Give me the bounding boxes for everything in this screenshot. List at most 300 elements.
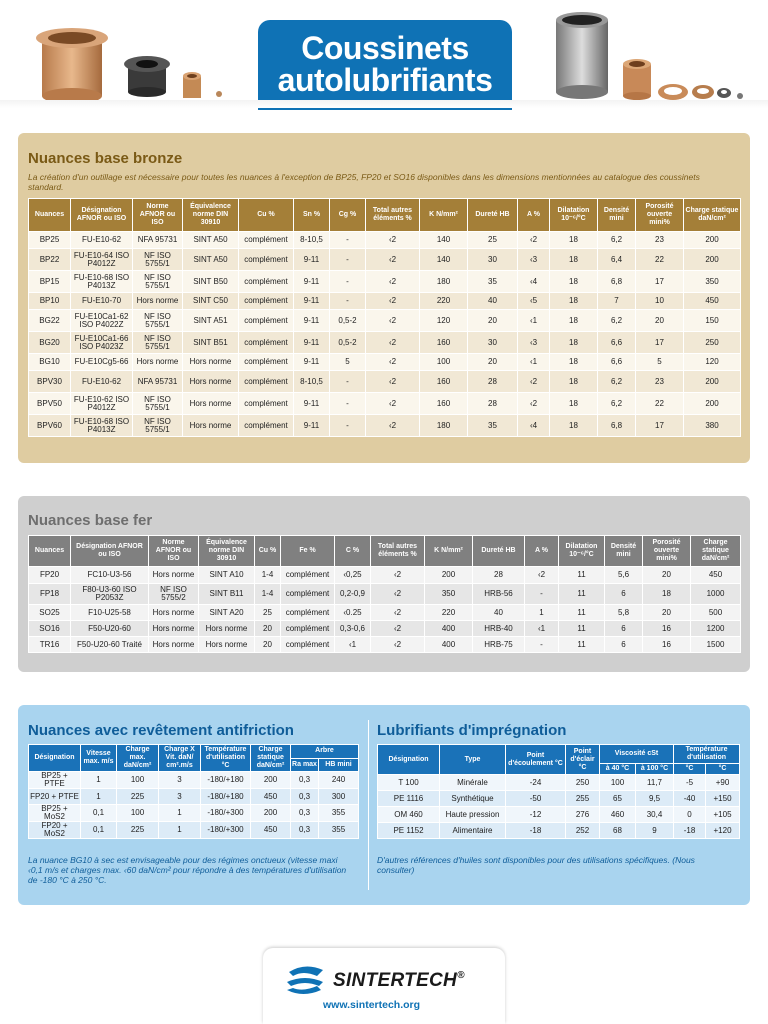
fer-cell: SINT A10: [199, 567, 255, 584]
fer-cell: 500: [691, 605, 741, 621]
bronze-cell: 120: [420, 310, 468, 332]
lubrifiants-cell: 250: [566, 775, 600, 791]
bronze-cell: 18: [550, 371, 598, 393]
bronze-row: [29, 249, 741, 271]
bronze-cell: 40: [468, 293, 518, 310]
fer-cell: 40: [473, 605, 525, 621]
bronze-cell: complément: [239, 354, 294, 371]
fer-cell: 11: [559, 584, 605, 605]
lubrifiants-note: D'autres références d'huiles sont disponibles pour des utilisations spécifiques. (Nous consulter): [377, 855, 695, 875]
fer-cell: 6: [605, 584, 643, 605]
bronze-cell: complément: [239, 371, 294, 393]
lubrifiants-cell: T 100: [378, 775, 440, 791]
fer-cell: ‹2: [371, 605, 425, 621]
bronze-cell: Hors norme: [183, 354, 239, 371]
fer-cell: 5,8: [605, 605, 643, 621]
bronze-cell: 18: [550, 354, 598, 371]
steel-bushing-image: [552, 10, 612, 102]
bronze-cell: 450: [684, 293, 741, 310]
iron-ring-image: [716, 86, 732, 100]
title-line-1: Coussinets: [301, 30, 469, 66]
fer-cell: 28: [473, 567, 525, 584]
lubrifiants-cell: +90: [706, 775, 740, 791]
bronze-cell: ‹1: [518, 310, 550, 332]
lubrifiants-cell: 460: [600, 807, 636, 823]
bronze-cell: 35: [468, 415, 518, 437]
bronze-cell: 8-10,5: [294, 371, 330, 393]
fer-cell: 350: [425, 584, 473, 605]
fer-cell: 20: [643, 605, 691, 621]
lub-h-100: à 100 °C: [636, 764, 674, 775]
fer-cell: HRB-40: [473, 621, 525, 637]
fer-cell: 20: [255, 637, 281, 653]
fer-cell: complément: [281, 584, 335, 605]
bronze-header-12: Densité mini: [598, 199, 636, 232]
bronze-header-13: Porosité ouverte mini%: [636, 199, 684, 232]
lubrifiants-cell: 9,5: [636, 791, 674, 807]
bronze-cell: ‹4: [518, 415, 550, 437]
lubrifiants-row: [378, 775, 740, 791]
bronze-cell: 22: [636, 249, 684, 271]
fer-cell: NF ISO 5755/2: [149, 584, 199, 605]
bronze-cell: Hors norme: [183, 415, 239, 437]
bronze-cell: Hors norme: [183, 371, 239, 393]
fer-header-3: Équivalence norme DIN 30910: [199, 536, 255, 567]
bronze-header-1: Désignation AFNOR ou ISO: [71, 199, 133, 232]
bronze-header-7: Total autres éléments %: [366, 199, 420, 232]
revetement-row: [29, 822, 359, 839]
footer-logo-box: [263, 948, 505, 1024]
bronze-cell: SINT C50: [183, 293, 239, 310]
fer-cell: 1-4: [255, 584, 281, 605]
bronze-cell: SINT B50: [183, 271, 239, 293]
fer-cell: 1: [525, 605, 559, 621]
fer-cell: complément: [281, 637, 335, 653]
lub-h-type: Type: [440, 745, 506, 775]
revetement-cell: 225: [117, 822, 159, 839]
bronze-row: [29, 310, 741, 332]
bronze-cell: 5: [330, 354, 366, 371]
tiny-bushing-image: [215, 90, 223, 98]
lubrifiants-cell: -18: [506, 823, 566, 839]
lubrifiants-cell: 9: [636, 823, 674, 839]
bronze-header-9: Dureté HB: [468, 199, 518, 232]
bronze-note: La création d'un outillage est nécessaire pour toutes les nuances à l'exception de BP25, FP20 et SO16 disponibles dans les dimensions mentionnées au catalogue des coussinets standard.: [28, 172, 700, 192]
bronze-cell: ‹2: [366, 310, 420, 332]
bronze-cell: 140: [420, 249, 468, 271]
fer-cell: FP20: [29, 567, 71, 584]
fer-cell: 1500: [691, 637, 741, 653]
fer-cell: HRB-75: [473, 637, 525, 653]
fer-cell: 400: [425, 637, 473, 653]
bronze-cell: 17: [636, 271, 684, 293]
lubrifiants-row: [378, 791, 740, 807]
bronze-cell: 22: [636, 393, 684, 415]
bronze-cell: ‹2: [366, 415, 420, 437]
bronze-cell: ‹2: [366, 393, 420, 415]
bronze-cell: 6,2: [598, 393, 636, 415]
lub-h-40: à 40 °C: [600, 764, 636, 775]
fer-cell: complément: [281, 621, 335, 637]
fer-cell: 6: [605, 621, 643, 637]
fer-cell: 1000: [691, 584, 741, 605]
fer-cell: ‹1: [525, 621, 559, 637]
fer-cell: SINT A20: [199, 605, 255, 621]
bronze-cell: 18: [550, 393, 598, 415]
bronze-cell: 6,8: [598, 415, 636, 437]
lubrifiants-row: [378, 807, 740, 823]
bronze-cell: BG10: [29, 354, 71, 371]
fer-cell: 200: [425, 567, 473, 584]
revetement-cell: 100: [117, 772, 159, 789]
bronze-cell: Hors norme: [183, 393, 239, 415]
revetement-row: [29, 805, 359, 822]
lubrifiants-cell: -40: [674, 791, 706, 807]
lubrifiants-cell: +120: [706, 823, 740, 839]
bronze-cell: BP25: [29, 232, 71, 249]
revetement-row: [29, 772, 359, 789]
bronze-cell: ‹5: [518, 293, 550, 310]
bronze-cell: 160: [420, 371, 468, 393]
fer-header-10: A %: [525, 536, 559, 567]
fer-cell: Hors norme: [199, 621, 255, 637]
revetement-cell: 300: [319, 789, 359, 805]
bronze-cell: ‹2: [518, 232, 550, 249]
header-shadow: [0, 100, 768, 108]
revetement-cell: 1: [81, 789, 117, 805]
bronze-cell: ‹2: [366, 232, 420, 249]
revetement-cell: 0,1: [81, 822, 117, 839]
bronze-cell: 17: [636, 415, 684, 437]
title-line-2: autolubrifiants: [277, 62, 493, 98]
bronze-cell: 200: [684, 393, 741, 415]
page-title: [258, 20, 512, 110]
bronze-cell: complément: [239, 415, 294, 437]
bronze-cell: ‹2: [518, 393, 550, 415]
bronze-header-4: Cu %: [239, 199, 294, 232]
bronze-cell: SINT A51: [183, 310, 239, 332]
bronze-cell: 10: [636, 293, 684, 310]
lubrifiants-cell: Minérale: [440, 775, 506, 791]
fer-cell: SINT B11: [199, 584, 255, 605]
bronze-cell: 18: [550, 415, 598, 437]
bronze-cell: 180: [420, 415, 468, 437]
fer-header-11: Dilatation 10⁻⁶/°C: [559, 536, 605, 567]
bronze-cell: 17: [636, 332, 684, 354]
bronze-cell: 220: [420, 293, 468, 310]
bronze-cell: 18: [550, 232, 598, 249]
fer-header-2: Norme AFNOR ou ISO: [149, 536, 199, 567]
lubrifiants-row: [378, 823, 740, 839]
bronze-cell: Hors norme: [133, 354, 183, 371]
bronze-cell: 9-11: [294, 271, 330, 293]
bronze-cell: complément: [239, 332, 294, 354]
fer-row: [29, 567, 741, 584]
header: [0, 0, 768, 112]
bronze-cell: FU-E10-70: [71, 293, 133, 310]
bronze-cell: 30: [468, 249, 518, 271]
bronze-cell: 6,2: [598, 310, 636, 332]
bronze-row: [29, 271, 741, 293]
bronze-cell: 6,6: [598, 332, 636, 354]
revetement-cell: BP25 + MoS2: [29, 805, 81, 822]
revetement-cell: 0,3: [291, 789, 319, 805]
bronze-header-row: [29, 199, 741, 232]
lubrifiants-cell: -24: [506, 775, 566, 791]
bronze-cell: ‹2: [366, 354, 420, 371]
bronze-row: [29, 354, 741, 371]
revetement-cell: 200: [251, 772, 291, 789]
bronze-cell: 160: [420, 332, 468, 354]
revetement-cell: -180/+180: [201, 772, 251, 789]
bronze-row: [29, 232, 741, 249]
brand-registered: ®: [457, 970, 465, 981]
bronze-row: [29, 393, 741, 415]
bronze-cell: 18: [550, 249, 598, 271]
bronze-cell: NF ISO 5755/1: [133, 415, 183, 437]
revetement-cell: FP20 + MoS2: [29, 822, 81, 839]
rev-h-designation: Désignation: [29, 745, 81, 772]
fer-cell: TR16: [29, 637, 71, 653]
fer-cell: 11: [559, 637, 605, 653]
bronze-cell: -: [330, 249, 366, 271]
lubrifiants-cell: +150: [706, 791, 740, 807]
brand-text: SINTERTECH: [333, 970, 458, 991]
fer-cell: 0,3-0,6: [335, 621, 371, 637]
bronze-cell: 9-11: [294, 415, 330, 437]
bronze-cell: BP22: [29, 249, 71, 271]
fer-cell: 11: [559, 567, 605, 584]
lubrifiants-cell: 100: [600, 775, 636, 791]
revetement-cell: 0,3: [291, 772, 319, 789]
revetement-cell: -180/+180: [201, 789, 251, 805]
bronze-cell: ‹2: [518, 371, 550, 393]
bronze-cell: BP15: [29, 271, 71, 293]
bronze-cell: 100: [420, 354, 468, 371]
fer-cell: 16: [643, 637, 691, 653]
lubrifiants-cell: Haute pression: [440, 807, 506, 823]
revetement-cell: 1: [81, 772, 117, 789]
fer-cell: F10-U25-58: [71, 605, 149, 621]
bronze-cell: -: [330, 271, 366, 293]
fer-cell: complément: [281, 605, 335, 621]
bronze-title: Nuances base bronze: [28, 150, 183, 167]
rev-h-charge-statique: Charge statique daN/cm²: [251, 745, 291, 772]
lubrifiants-cell: -12: [506, 807, 566, 823]
fer-header-8: K N/mm²: [425, 536, 473, 567]
fer-cell: 400: [425, 621, 473, 637]
bronze-cell: FU-E10-64 ISO P4012Z: [71, 249, 133, 271]
lub-h-designation: Désignation: [378, 745, 440, 775]
bronze-cell: SINT A50: [183, 232, 239, 249]
fer-cell: 220: [425, 605, 473, 621]
fer-cell: -: [525, 637, 559, 653]
bronze-cell: 9-11: [294, 332, 330, 354]
rev-h-charge: Charge max. daN/cm²: [117, 745, 159, 772]
bronze-header-3: Équivalence norme DIN 30910: [183, 199, 239, 232]
bronze-cell: SINT A50: [183, 249, 239, 271]
lubrifiants-cell: 30,4: [636, 807, 674, 823]
revetement-cell: 1: [159, 822, 201, 839]
bronze-cell: 7: [598, 293, 636, 310]
lubrifiants-cell: Alimentaire: [440, 823, 506, 839]
fer-title: Nuances base fer: [28, 512, 153, 529]
bronze-cell: 18: [550, 271, 598, 293]
revetement-cell: 0,3: [291, 822, 319, 839]
bronze-cell: 350: [684, 271, 741, 293]
bronze-cell: -: [330, 293, 366, 310]
bronze-cell: 150: [684, 310, 741, 332]
fer-table: [28, 535, 741, 653]
bronze-cell: 6,2: [598, 371, 636, 393]
lubrifiants-cell: -5: [674, 775, 706, 791]
fer-cell: 18: [643, 584, 691, 605]
revetement-row: [29, 789, 359, 805]
fer-cell: SO16: [29, 621, 71, 637]
bronze-cell: ‹1: [518, 354, 550, 371]
bronze-bushing-medium-image: [620, 56, 654, 104]
fer-header-7: Total autres éléments %: [371, 536, 425, 567]
bronze-cell: FU-E10-68 ISO P4013Z: [71, 271, 133, 293]
bronze-cell: NFA 95731: [133, 232, 183, 249]
bronze-cell: 25: [468, 232, 518, 249]
fer-header-row: [29, 536, 741, 567]
fer-cell: ‹2: [525, 567, 559, 584]
revetement-cell: 200: [251, 805, 291, 822]
bronze-cell: 20: [636, 310, 684, 332]
lubrifiants-cell: +105: [706, 807, 740, 823]
lubrifiants-cell: 0: [674, 807, 706, 823]
bronze-cell: 5: [636, 354, 684, 371]
fer-cell: 1200: [691, 621, 741, 637]
bronze-washer-image: [690, 82, 716, 102]
revetement-header-row-1: [29, 745, 359, 759]
fer-cell: SO25: [29, 605, 71, 621]
fer-cell: Hors norme: [149, 621, 199, 637]
bronze-cell: 9-11: [294, 293, 330, 310]
bronze-cell: NF ISO 5755/1: [133, 271, 183, 293]
bronze-bushing-large-image: [34, 24, 110, 106]
fer-cell: F80-U3-60 ISO P2053Z: [71, 584, 149, 605]
fer-cell: 16: [643, 621, 691, 637]
tiny-ring-image: [736, 92, 744, 100]
bronze-cell: complément: [239, 310, 294, 332]
bronze-cell: 23: [636, 371, 684, 393]
bronze-cell: ‹2: [366, 293, 420, 310]
revetement-cell: 100: [117, 805, 159, 822]
revetement-cell: 450: [251, 822, 291, 839]
bronze-row: [29, 371, 741, 393]
bronze-row: [29, 293, 741, 310]
bronze-header-6: Cg %: [330, 199, 366, 232]
bronze-cell: 6,6: [598, 354, 636, 371]
website-link[interactable]: www.sintertech.org: [323, 999, 421, 1011]
revetement-cell: -180/+300: [201, 805, 251, 822]
fer-cell: ‹2: [371, 621, 425, 637]
lub-h-ecoulement: Point d'écoulement °C: [506, 745, 566, 775]
fer-cell: ‹0.25: [335, 605, 371, 621]
lubrifiants-cell: PE 1152: [378, 823, 440, 839]
fer-header-14: Charge statique daN/cm²: [691, 536, 741, 567]
bronze-cell: FU-E10-68 ISO P4013Z: [71, 415, 133, 437]
fer-row: [29, 637, 741, 653]
bronze-header-2: Norme AFNOR ou ISO: [133, 199, 183, 232]
fer-cell: complément: [281, 567, 335, 584]
lub-h-viscosite: Viscosité cSt: [600, 745, 674, 764]
bronze-cell: BG20: [29, 332, 71, 354]
bronze-header-10: A %: [518, 199, 550, 232]
revetement-table: [28, 744, 359, 839]
bronze-cell: NFA 95731: [133, 371, 183, 393]
bronze-cell: ‹4: [518, 271, 550, 293]
bronze-cell: 380: [684, 415, 741, 437]
lub-h-eclair: Point d'éclair °C: [566, 745, 600, 775]
revetement-title: Nuances avec revêtement antifriction: [28, 722, 294, 739]
revetement-cell: 240: [319, 772, 359, 789]
bronze-bushing-small-image: [180, 70, 204, 102]
bronze-cell: complément: [239, 293, 294, 310]
bronze-cell: 9-11: [294, 354, 330, 371]
bronze-cell: 23: [636, 232, 684, 249]
bronze-cell: ‹2: [366, 271, 420, 293]
fer-cell: 6: [605, 637, 643, 653]
bronze-cell: ‹3: [518, 249, 550, 271]
bronze-cell: 9-11: [294, 393, 330, 415]
fer-header-12: Densité mini: [605, 536, 643, 567]
bronze-cell: FU-E10-62 ISO P4012Z: [71, 393, 133, 415]
fer-cell: -: [525, 584, 559, 605]
bronze-cell: 35: [468, 271, 518, 293]
revetement-cell: 355: [319, 822, 359, 839]
bronze-header-0: Nuances: [29, 199, 71, 232]
bronze-cell: FU-E10Ca1-66 ISO P4023Z: [71, 332, 133, 354]
bronze-cell: 200: [684, 249, 741, 271]
revetement-cell: 355: [319, 805, 359, 822]
bronze-cell: FU-E10Ca1-62 ISO P4022Z: [71, 310, 133, 332]
revetement-cell: -180/+300: [201, 822, 251, 839]
lubrifiants-cell: 255: [566, 791, 600, 807]
fer-cell: FC10-U3-56: [71, 567, 149, 584]
bronze-cell: -: [330, 371, 366, 393]
bronze-cell: ‹2: [366, 332, 420, 354]
bronze-cell: 200: [684, 371, 741, 393]
fer-cell: ‹2: [371, 637, 425, 653]
bronze-cell: NF ISO 5755/1: [133, 393, 183, 415]
revetement-cell: 0,3: [291, 805, 319, 822]
fer-header-1: Désignation AFNOR ou ISO: [71, 536, 149, 567]
bronze-cell: 8-10,5: [294, 232, 330, 249]
revetement-cell: 225: [117, 789, 159, 805]
lubrifiants-cell: 11,7: [636, 775, 674, 791]
revetement-note: La nuance BG10 à sec est envisageable pour des régimes onctueux (vitesse maxi ‹0,1 m/s et charges max. ‹60 daN/cm² pour répondre à des températures d'utilisation de -180 °C à 250 °C.: [28, 855, 347, 885]
revetement-cell: 3: [159, 789, 201, 805]
bronze-cell: 6,4: [598, 249, 636, 271]
bronze-cell: 180: [420, 271, 468, 293]
bronze-cell: 28: [468, 393, 518, 415]
bronze-cell: 160: [420, 393, 468, 415]
fer-row: [29, 584, 741, 605]
bronze-cell: Hors norme: [133, 293, 183, 310]
fer-header-6: C %: [335, 536, 371, 567]
bronze-cell: -: [330, 415, 366, 437]
fer-cell: ‹2: [371, 584, 425, 605]
bronze-cell: BPV50: [29, 393, 71, 415]
rev-h-arbre: Arbre: [291, 745, 359, 759]
bronze-cell: 6,2: [598, 232, 636, 249]
bronze-cell: SINT B51: [183, 332, 239, 354]
bronze-cell: 6,8: [598, 271, 636, 293]
bronze-cell: NF ISO 5755/1: [133, 249, 183, 271]
